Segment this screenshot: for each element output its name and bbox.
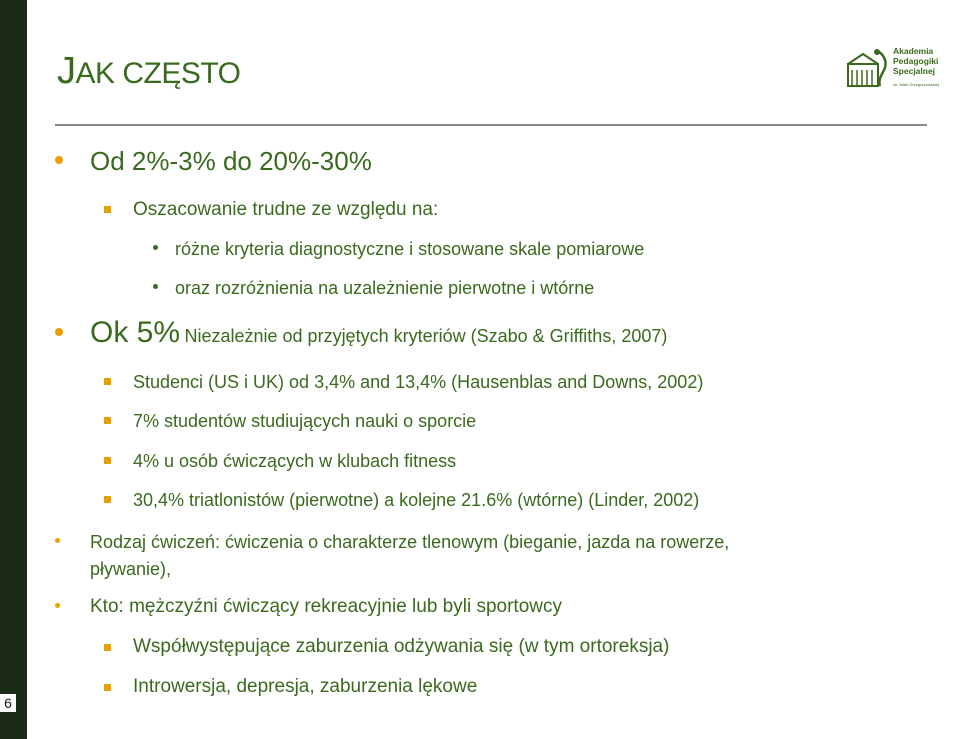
bullet-square bbox=[104, 644, 111, 651]
title-rest: AK CZĘSTO bbox=[75, 57, 241, 90]
list-item-distinction: oraz rozróżnienia na uzależnienie pierwotne i wtórne bbox=[175, 278, 595, 298]
list-item-five-percent bbox=[90, 316, 667, 355]
academy-logo bbox=[846, 42, 952, 92]
list-item-estimation: Oszacowanie trudne ze względu na: bbox=[133, 199, 439, 220]
bullet-dot bbox=[55, 328, 63, 336]
logo-subtitle: im. Marii Grzegorzewskiej bbox=[893, 82, 939, 87]
five-percent-lead: Ok 5% bbox=[90, 316, 181, 349]
title-text bbox=[57, 50, 240, 92]
list-item-who: Kto: mężczyźni ćwiczący rekreacyjnie lub byli sportowcy bbox=[90, 596, 562, 617]
bullet-square bbox=[104, 417, 111, 424]
slide-title bbox=[57, 48, 240, 97]
logo-line-3: Specjalnej bbox=[893, 66, 936, 76]
bullet-dot bbox=[55, 156, 63, 164]
logo-line-2: Pedagogiki bbox=[893, 56, 939, 66]
list-item-range: Od 2%-3% do 20%-30% bbox=[90, 146, 372, 176]
bullet-square bbox=[104, 206, 111, 213]
list-item-triathletes: 30,4% triatlonistów (pierwotne) a kolejne 21.6% (wtórne) (Linder, 2002) bbox=[133, 490, 700, 510]
bullet-dot bbox=[55, 603, 60, 608]
logo-text bbox=[893, 46, 953, 76]
academy-emblem-icon bbox=[846, 46, 890, 90]
bullet-dot bbox=[55, 538, 60, 543]
bullet-square bbox=[104, 496, 111, 503]
bullet-square bbox=[104, 684, 111, 691]
list-item-students: Studenci (US i UK) od 3,4% and 13,4% (Hausenblas and Downs, 2002) bbox=[133, 372, 704, 392]
bullet-square bbox=[104, 378, 111, 385]
list-item-fitness: 4% u osób ćwiczących w klubach fitness bbox=[133, 451, 457, 471]
list-item-sport-students: 7% studentów studiujących nauki o sporcie bbox=[133, 411, 477, 431]
bullet-dot bbox=[153, 245, 158, 250]
title-initial: J bbox=[57, 50, 76, 92]
logo-line-1: Akademia bbox=[893, 46, 934, 56]
list-item-introversion: Introwersja, depresja, zaburzenia lękowe bbox=[133, 676, 478, 697]
title-divider bbox=[55, 124, 927, 126]
bullet-dot bbox=[153, 284, 158, 289]
five-percent-rest: Niezależnie od przyjętych kryteriów (Szabo & Griffiths, 2007) bbox=[184, 326, 668, 346]
list-item-criteria: różne kryteria diagnostyczne i stosowane skale pomiarowe bbox=[175, 239, 645, 259]
slide-number: 6 bbox=[0, 694, 16, 712]
list-item-exercise-type-line1: Rodzaj ćwiczeń: ćwiczenia o charakterze tlenowym (bieganie, jazda na rowerze, bbox=[90, 532, 730, 552]
list-item-exercise-type-line2: pływanie), bbox=[90, 559, 172, 579]
list-item-eating-disorders: Współwystępujące zaburzenia odżywania się (w tym ortoreksja) bbox=[133, 636, 670, 657]
bullet-square bbox=[104, 457, 111, 464]
left-sidebar-bar bbox=[0, 0, 27, 739]
